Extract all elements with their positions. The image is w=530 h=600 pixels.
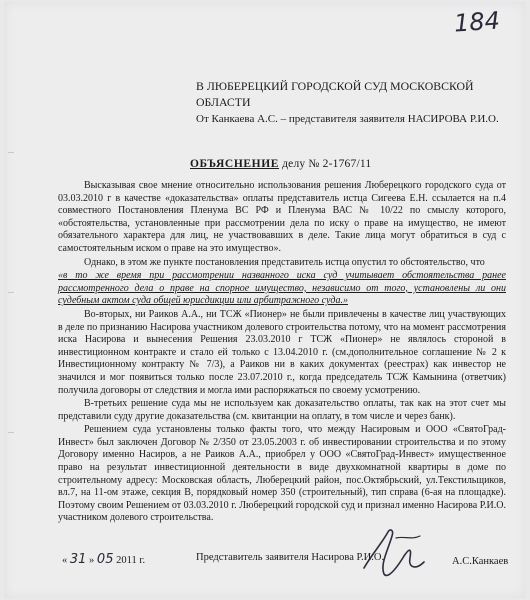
document-heading [190,158,371,170]
document-body [58,180,506,526]
handwritten-page-number: 184 [453,6,501,38]
case-number: делу № 2-1767/11 [282,158,372,170]
paragraph: В-третьих решение суда мы не используем как доказательство оплаты, так как на этот счет мы представили суду другие доказательства (см. квитанции на оплату, в том числе и через банк). [58,398,506,422]
date-month: 05 [96,552,114,567]
heading-title: ОБЪЯСНЕНИЕ [190,158,280,170]
signature-date: « 31 » 05 2011 г. [62,552,146,567]
scan-mark [8,152,14,153]
date-day: 31 [69,552,87,567]
signature-row [62,548,509,578]
paragraph: Высказывая свое мнение относительно использования решения Люберецкого городского суда от 03.03.2010 г в качестве «доказательства» оплаты представитель истца Сигеева Е.Н. ссылается на п.4 совместного Постановления Пленума ВС РФ и Пленума ВАС № 10/22 по смыслу которого, «обстоятельства, установленные при рассмотрении дела по иску о праве на имущество, не имеют обязательного характера для лиц, не участвовавших в деле. Такие лица могут обратиться в суд с самостоятельным иском о праве на это имущество». [58,180,506,254]
signer-name: А.С.Канкаев [452,556,509,567]
sender-line: От Канкаева А.С. – представителя заявителя НАСИРОВА Р.И.О. [196,113,499,125]
scan-mark [8,432,14,433]
representative-label: Представитель заявителя Насирова Р.И.О. [196,552,385,563]
paragraph: Решением суда установлены только факты того, что между Насировым и ООО «СвятоГрад-Инвест» был заключен Договор № 2/350 от 23.05.2003 г. об инвестировании строительства и по этому Договору именно Насиров, а не Раиков А.А., приобрел у ООО «СвятоГрад-Инвест» имущественное право на результат инвестиционной деятельности в виде двухкомнатной квартиры в доме по строительному адресу: Московская область, Люберецкий район, пос.Октябрьский, ул.Текстильщиков, вл.7, на 11-ом этаже, секция В, порядковый номер 350 (строительный), тип справа (6-ая на площадке). Поэтому своим Решением от 03.03.2010 г. Люберецкий городской суд и признал именно Насирова Р.И.О. участником долевого строительства. [58,424,506,524]
paragraph: Во-вторых, ни Раиков А.А., ни ТСЖ «Пионер» не были привлечены в качестве лиц участвующих в деле по признанию Насирова участником долевого строительства потому, что на момент рассмотрения иска Насирова и вынесения Решения 23.03.2010 г ТСЖ «Пионер» не являлось стороной в инвестиционном контракте и стало ей только с 13.04.2010 г. (см.дополнительное соглашение № 2 к Инвестиционному контракту № 7/3), а Раиков ни в каких документах (реестрах) как инвестор не значился и мог появиться только после 23.07.2010 г., когда председатель ТСЖ Камынина (ответчик) получила договоры от следствия и могла ими распоряжаться по своему усмотрению. [58,308,506,396]
addressee-court: В ЛЮБЕРЕЦКИЙ ГОРОДСКОЙ СУД МОСКОВСКОЙ ОБЛАСТИ [196,79,474,109]
scan-mark [8,292,14,293]
paragraph: Однако, в этом же пункте постановления представитель истца опустил то обстоятельство, что [84,256,485,268]
quoted-paragraph: «в то же время при рассмотрении названного иска суд учитывает обстоятельства ранее рассмотренного дела о праве на спорное имущество, независимо от того, установлены ли они судебным актом суда общей юрисдикции или арбитражного суда.» [58,270,506,307]
date-year: 2011 г. [116,555,146,566]
